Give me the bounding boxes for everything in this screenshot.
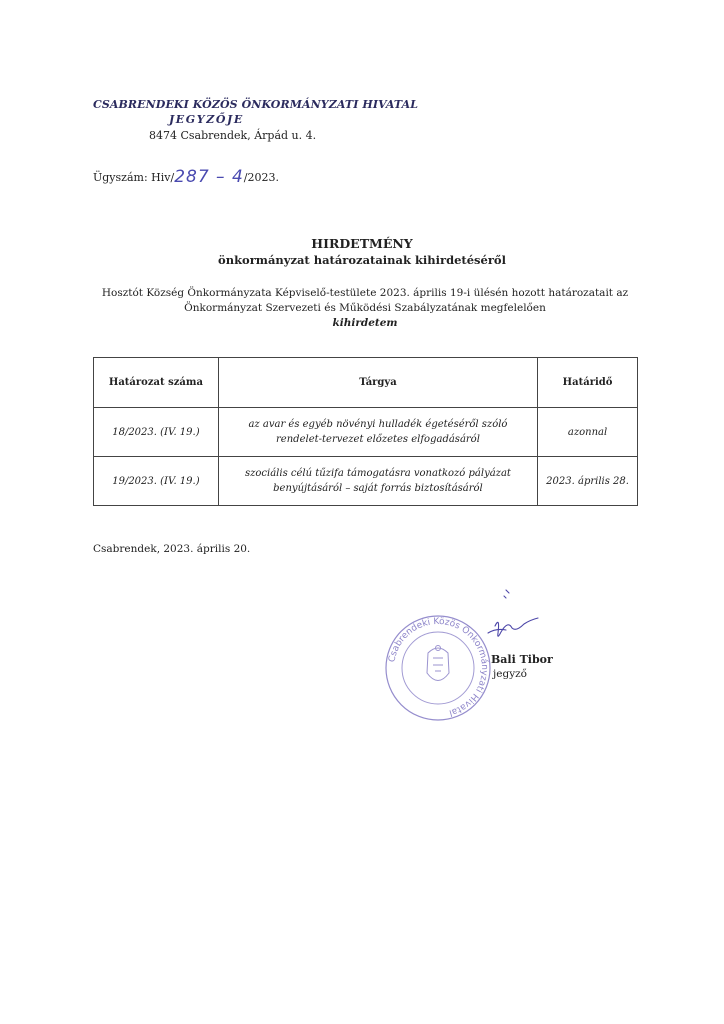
cell-resolution-number: 19/2023. (IV. 19.): [94, 457, 219, 506]
cell-deadline: 2023. április 28.: [538, 457, 638, 506]
table-header-row: [94, 358, 638, 408]
case-number-prefix: Ügyszám: Hiv/: [93, 171, 175, 184]
office-address: 8474 Csabrendek, Árpád u. 4.: [149, 129, 317, 142]
stamp-text: Csabrendeki Közös Önkormányzati Hivatal: [387, 616, 490, 718]
cell-deadline: azonnal: [538, 408, 638, 457]
document-subtitle: önkormányzat határozatainak kihirdetéséről: [218, 253, 506, 267]
intro-text: Hosztót Község Önkormányzata Képviselő-testülete 2023. április 19-i ülésén hozott határozatait az Önkormányzat Szervezeti és Működési Szabályzatának megfelelően: [101, 287, 629, 314]
intro-paragraph: [100, 286, 630, 331]
handwritten-signature: [470, 588, 540, 648]
signer-name: Bali Tibor: [491, 653, 553, 666]
office-name: CSABRENDEKI KÖZÖS ÖNKORMÁNYZATI HIVATAL: [93, 98, 419, 111]
intro-keyword: kihirdetem: [332, 317, 398, 329]
table-row: [94, 457, 638, 506]
cell-subject: az avar és egyéb növényi hulladék égetéséről szóló rendelet-tervezet előzetes elfogadásáról: [218, 408, 537, 457]
case-number-handwritten: 287 – 4: [174, 167, 244, 187]
table-row: [94, 408, 638, 457]
office-role: JEGYZŐJE: [169, 113, 244, 126]
cell-subject: szociális célú tűzifa támogatásra vonatkozó pályázat benyújtásáról – saját forrás biztosításáról: [218, 457, 537, 506]
signer-title: jegyző: [493, 668, 527, 680]
document-title: HIRDETMÉNY: [311, 236, 413, 251]
resolutions-table: [93, 357, 638, 506]
place-date: Csabrendek, 2023. április 20.: [93, 543, 251, 555]
cell-resolution-number: 18/2023. (IV. 19.): [94, 408, 219, 457]
case-number-suffix: /2023.: [243, 171, 279, 184]
header-deadline: Határidő: [538, 358, 638, 408]
header-subject: Tárgya: [218, 358, 537, 408]
header-resolution-number: Határozat száma: [94, 358, 219, 408]
case-number: [93, 166, 279, 186]
